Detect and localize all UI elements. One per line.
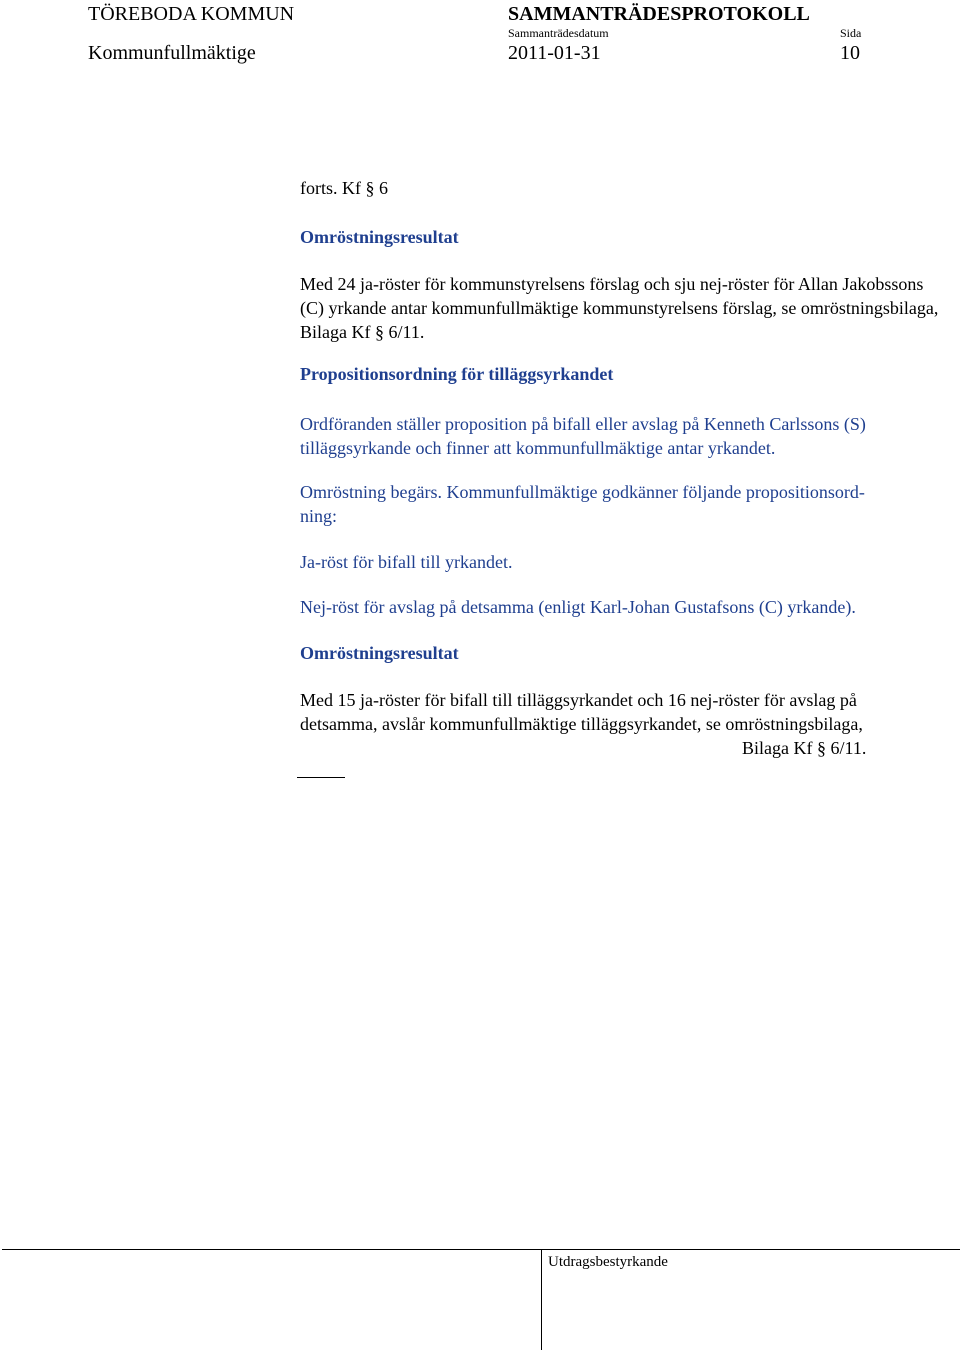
footer-rule <box>2 1249 960 1250</box>
end-rule <box>297 777 345 778</box>
paragraph-no-vote: Nej-röst för avslag på detsamma (enligt Karl-Johan Gustafsons (C) yrkande). <box>300 597 856 617</box>
page-label: Sida <box>840 26 862 40</box>
paragraph-voting-result: Med 24 ja-röster för kommunstyrelsens förslag och sju nej-röster för Allan Jakobssons (C) yrkande antar kommunfullmäktige kommunstyrelsens förslag, se omröstningsbilaga, Bilaga Kf § 6/11. <box>300 274 939 342</box>
paragraph-yes-vote: Ja-röst för bifall till yrkandet. <box>300 552 513 572</box>
meeting-date: 2011-01-31 <box>508 42 601 64</box>
paragraph-vote-requested-line1: Omröstning begärs. Kommunfullmäktige godkänner följande propositionsord- <box>300 482 865 502</box>
continuation-label: forts. Kf § 6 <box>300 178 388 198</box>
governing-body: Kommunfullmäktige <box>88 42 256 64</box>
paragraph-result-line2: detsamma, avslår kommunfullmäktige tilläggsyrkandet, se omröstningsbilaga, <box>300 714 863 734</box>
paragraph-result-line1: Med 15 ja-röster för bifall till tilläggsyrkandet och 16 nej-röster för avslag på <box>300 690 857 710</box>
excerpt-certification-label: Utdragsbestyrkande <box>548 1254 668 1270</box>
section-heading-voting-result: Omröstningsresultat <box>300 227 459 247</box>
paragraph-result-line3: Bilaga Kf § 6/11. <box>742 738 867 758</box>
page-number: 10 <box>840 42 860 64</box>
section-heading-proposition-order: Propositionsordning för tilläggsyrkandet <box>300 364 614 384</box>
date-label: Sammanträdesdatum <box>508 26 609 40</box>
footer-divider <box>541 1249 542 1350</box>
municipality-name: TÖREBODA KOMMUN <box>88 3 295 25</box>
paragraph-vote-requested-line2: ning: <box>300 506 338 526</box>
paragraph-proposition: Ordföranden ställer proposition på bifall eller avslag på Kenneth Carlssons (S) tilläggsyrkande och finner att kommunfullmäktige antar yrkandet. <box>300 414 866 458</box>
protocol-title: SAMMANTRÄDESPROTOKOLL <box>508 3 810 25</box>
section-heading-voting-result-2: Omröstningsresultat <box>300 643 459 663</box>
